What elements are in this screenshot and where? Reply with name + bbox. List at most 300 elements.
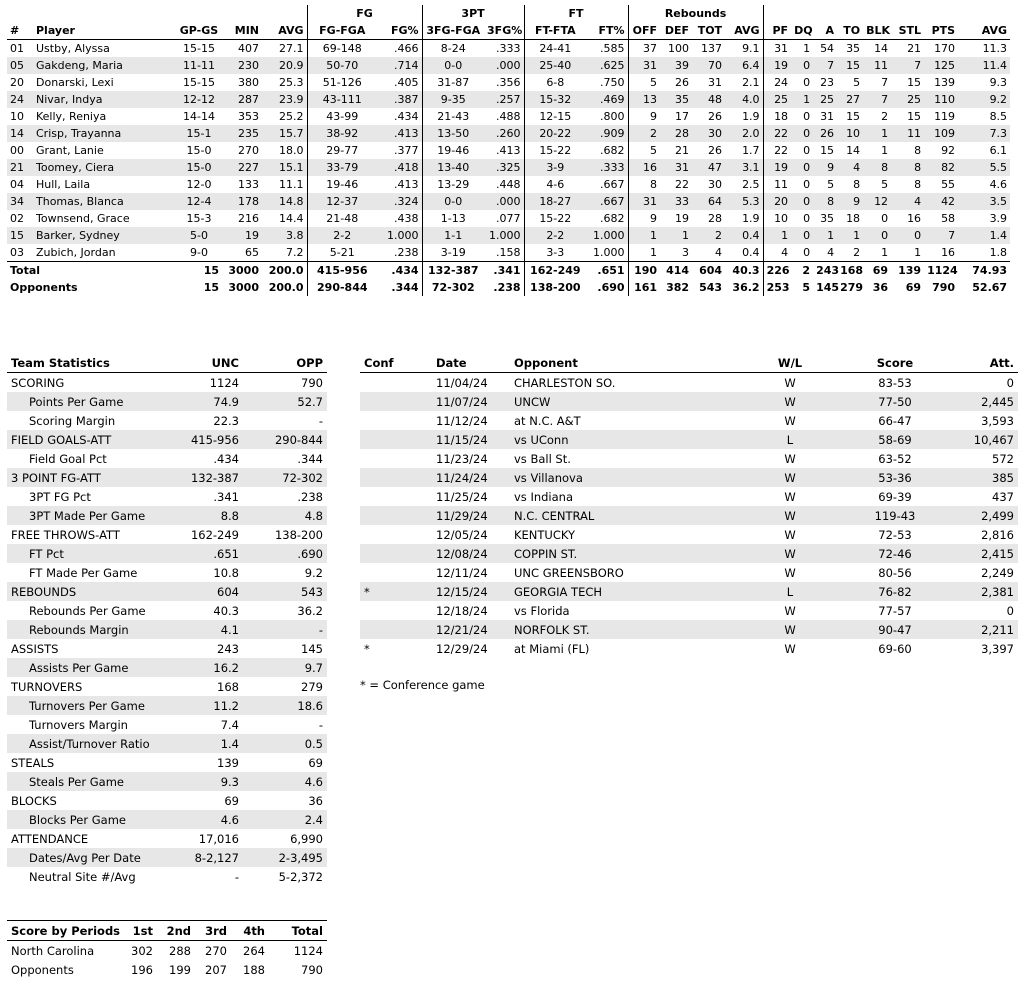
cell: North Carolina: [11, 943, 95, 958]
table-row: [7, 262, 1010, 280]
cell: 2,211: [981, 622, 1014, 637]
cell: 0: [803, 246, 811, 259]
cell: 0: [803, 59, 811, 72]
table-row: [7, 159, 1010, 176]
cell: 604: [692, 262, 725, 280]
cell: 20: [10, 76, 24, 89]
cell: 4: [914, 195, 922, 208]
cell: 1.4: [220, 736, 239, 751]
cell: 16: [907, 212, 922, 225]
cell: 2.1: [742, 76, 760, 89]
schedule-table: [360, 353, 1018, 658]
cell: 5-0: [190, 229, 208, 242]
cell: 13-40: [422, 159, 484, 176]
cell: 19-46: [307, 176, 377, 193]
cell: 15-15: [183, 42, 215, 55]
cell: REBOUNDS: [11, 584, 77, 599]
cell: 15: [820, 144, 835, 157]
cell: 15: [846, 110, 861, 123]
cell: 9.7: [304, 660, 323, 675]
cell: 9.2: [304, 565, 323, 580]
cell: N.C. CENTRAL: [514, 508, 595, 523]
cell: 0: [803, 212, 811, 225]
table-row: [7, 715, 327, 734]
table-row: [7, 40, 1010, 58]
cell: 58: [941, 212, 956, 225]
cell: 5.5: [989, 161, 1008, 174]
table-row: [7, 142, 1010, 159]
cell: 31: [708, 76, 723, 89]
cell: 12/05/24: [436, 527, 488, 542]
table-row: [360, 639, 1018, 658]
column-header-row: [7, 353, 327, 373]
cell: 3000: [228, 281, 259, 294]
cell: 15-0: [186, 144, 212, 157]
cell: 40.3: [725, 262, 763, 280]
cell: .333: [496, 42, 521, 55]
cell: 200.0: [268, 281, 304, 294]
cell: 58-69: [878, 432, 912, 447]
cell: 119-43: [874, 508, 916, 523]
cell: 1124: [209, 375, 239, 390]
table-row: [7, 449, 327, 468]
cell: 8.8: [220, 508, 239, 523]
cell: 139: [217, 755, 239, 770]
cell: Donarski, Lexi: [36, 76, 114, 89]
cell: 14: [846, 144, 861, 157]
cell: 19: [763, 57, 791, 74]
cell: .667: [600, 195, 625, 208]
cell: 5: [827, 178, 835, 191]
cell: 12/11/24: [436, 565, 488, 580]
cell: 7: [914, 59, 922, 72]
cell: .469: [600, 93, 625, 106]
cell: .800: [600, 110, 625, 123]
cell: .405: [394, 76, 419, 89]
cell: vs Indiana: [514, 489, 574, 504]
cell: 31: [820, 110, 835, 123]
cell: .434: [213, 451, 239, 466]
cell: 92: [941, 144, 956, 157]
cell: .324: [394, 195, 419, 208]
cell: 11/23/24: [436, 451, 488, 466]
table-row: [360, 525, 1018, 544]
cell: 12/15/24: [436, 584, 488, 599]
cell: 36.2: [732, 281, 760, 294]
table-row: [7, 525, 327, 544]
table-row: [7, 244, 1010, 262]
cell: 69-39: [878, 489, 912, 504]
column-header-row: [7, 22, 1010, 40]
cell: 216: [238, 212, 259, 225]
cell: 39: [675, 59, 690, 72]
cell: 18: [763, 108, 791, 125]
cell: 22: [763, 125, 791, 142]
cell: 2: [715, 229, 723, 242]
cell: 21: [10, 161, 24, 174]
table-row: [7, 91, 1010, 108]
cell: .488: [496, 110, 521, 123]
cell: 227: [238, 161, 259, 174]
cell: -: [318, 413, 323, 428]
cell: -: [318, 622, 323, 637]
cell: 6.4: [742, 59, 760, 72]
cell: FREE THROWS-ATT: [11, 527, 120, 542]
cell: 31: [763, 40, 791, 58]
cell: 4: [715, 246, 723, 259]
cell: [360, 525, 432, 544]
cell: 2.0: [742, 127, 760, 140]
cell: 28: [675, 127, 690, 140]
cell: 1: [881, 127, 889, 140]
cell: 14: [10, 127, 24, 140]
cell: 24-41: [524, 40, 586, 58]
cell: 3-19: [422, 244, 484, 262]
cell: 31: [675, 161, 690, 174]
score-by-periods-table: [7, 920, 327, 979]
cell: 2,445: [981, 394, 1014, 409]
cell: .625: [600, 59, 625, 72]
cell: 02: [10, 212, 24, 225]
cell: 6-8: [524, 74, 586, 91]
cell: 0-0: [422, 193, 484, 210]
cell: 5: [628, 74, 660, 91]
cell: .000: [496, 59, 521, 72]
cell: 2: [853, 246, 861, 259]
cell: 23: [820, 76, 835, 89]
cell: 1: [827, 229, 835, 242]
cell: 69: [905, 281, 922, 294]
column-header: 2nd: [157, 921, 195, 941]
cell: 8-24: [422, 40, 484, 58]
cell: 790: [932, 281, 956, 294]
cell: 15-22: [524, 142, 586, 159]
cell: 138-200: [524, 279, 586, 296]
cell: 1: [803, 93, 811, 106]
cell: 572: [992, 451, 1014, 466]
cell: 270: [238, 144, 259, 157]
cell: 5-21: [307, 244, 377, 262]
cell: Zubich, Jordan: [36, 246, 116, 259]
cell: W: [784, 603, 796, 618]
table-row: [7, 620, 327, 639]
cell: 543: [699, 281, 723, 294]
cell: 48: [708, 93, 723, 106]
cell: 69: [863, 262, 891, 280]
column-header: FG-FGA: [307, 22, 377, 40]
cell: 5: [881, 178, 889, 191]
cell: 1: [763, 227, 791, 244]
cell: .238: [394, 246, 419, 259]
cell: 14-14: [183, 110, 215, 123]
cell: .158: [496, 246, 521, 259]
cell: 243: [217, 641, 239, 656]
table-row: [360, 373, 1018, 393]
cell: 288: [169, 943, 191, 958]
cell: .667: [600, 178, 625, 191]
cell: Dates/Avg Per Date: [29, 850, 141, 865]
cell: 290-844: [274, 432, 323, 447]
cell: .413: [394, 127, 419, 140]
cell: 17,016: [198, 831, 239, 846]
cell: 16: [628, 159, 660, 176]
cell: 110: [934, 93, 956, 106]
cell: W: [784, 394, 796, 409]
cell: 36: [872, 281, 889, 294]
cell: 43-111: [307, 91, 377, 108]
cell: 139: [891, 262, 924, 280]
cell: 76-82: [878, 584, 912, 599]
cell: FT Pct: [29, 546, 64, 561]
cell: 3PT FG Pct: [29, 489, 91, 504]
cell: 145: [816, 281, 840, 294]
cell: Thomas, Blanca: [36, 195, 124, 208]
cell: 63-52: [878, 451, 912, 466]
cell: 20.9: [279, 59, 304, 72]
cell: 15: [846, 59, 861, 72]
cell: 37: [628, 40, 660, 58]
cell: 25.3: [279, 76, 304, 89]
column-header: UNC: [177, 353, 243, 373]
cell: 1.9: [742, 110, 760, 123]
table-row: [360, 487, 1018, 506]
column-header: Att.: [955, 353, 1018, 373]
cell: 25-40: [524, 57, 586, 74]
cell: 20: [763, 193, 791, 210]
cell: .413: [394, 178, 419, 191]
cell: 7: [881, 76, 889, 89]
cell: at Miami (FL): [514, 641, 590, 656]
cell: 6.1: [989, 144, 1008, 157]
cell: *: [364, 641, 370, 656]
table-row: [7, 677, 327, 696]
cell: 168: [837, 262, 863, 280]
column-header: DEF: [660, 22, 692, 40]
cell: 264: [243, 943, 265, 958]
cell: 21-48: [307, 210, 377, 227]
table-row: [7, 941, 327, 961]
cell: 1124: [924, 262, 958, 280]
cell: 31-87: [422, 74, 484, 91]
cell: 0: [803, 144, 811, 157]
cell: 3.9: [989, 212, 1008, 225]
cell: Toomey, Ciera: [36, 161, 115, 174]
cell: 12-0: [186, 178, 212, 191]
cell: 4.6: [989, 178, 1008, 191]
cell: 40.3: [213, 603, 239, 618]
cell: 2: [881, 110, 889, 123]
cell: Opponents: [11, 962, 74, 977]
table-row: [7, 848, 327, 867]
column-header: #: [7, 22, 33, 40]
cell: Neutral Site #/Avg: [29, 869, 136, 884]
cell: 2-2: [307, 227, 377, 244]
cell: 414: [660, 262, 692, 280]
column-header: FG%: [377, 22, 422, 40]
cell: Turnovers Per Game: [29, 698, 145, 713]
cell: 3: [682, 246, 690, 259]
cell: 74.93: [958, 262, 1010, 280]
cell: 19: [675, 212, 690, 225]
cell: 168: [217, 679, 239, 694]
cell: 04: [10, 178, 24, 191]
cell: 2.5: [742, 178, 760, 191]
table-row: [7, 810, 327, 829]
cell: 1-1: [422, 227, 484, 244]
cell: 26: [820, 127, 835, 140]
team-statistics-rows: [7, 373, 327, 887]
cell: GEORGIA TECH: [514, 584, 603, 599]
cell: 0: [803, 76, 811, 89]
cell: 9: [853, 195, 861, 208]
cell: 25: [820, 93, 835, 106]
cell: FT Made Per Game: [29, 565, 138, 580]
cell: 22: [763, 142, 791, 159]
cell: vs Villanova: [514, 470, 583, 485]
cell: 25: [907, 93, 922, 106]
cell: Gakdeng, Maria: [36, 59, 123, 72]
cell: 1: [628, 227, 660, 244]
cell: 22: [675, 178, 690, 191]
cell: 12-12: [183, 93, 215, 106]
cell: 25: [763, 91, 791, 108]
cell: 21: [675, 144, 690, 157]
cell: Field Goal Pct: [29, 451, 107, 466]
cell: 161: [628, 279, 660, 296]
cell: -: [318, 717, 323, 732]
cell: 15: [907, 110, 922, 123]
cell: 8: [827, 195, 835, 208]
cell: 132-387: [190, 470, 239, 485]
cell: .341: [484, 262, 524, 280]
cell: CHARLESTON SO.: [514, 375, 616, 390]
cell: 3PT Made Per Game: [29, 508, 146, 523]
cell: vs Florida: [514, 603, 570, 618]
cell: 1.000: [593, 229, 625, 242]
cell: 27.1: [279, 42, 304, 55]
cell: 2,415: [981, 546, 1014, 561]
cell: .377: [394, 144, 419, 157]
cell: 2-2: [524, 227, 586, 244]
cell: [360, 487, 432, 506]
cell: 28: [708, 212, 723, 225]
schedule-rows: [360, 373, 1018, 659]
cell: 287: [238, 93, 259, 106]
cell: 11.3: [982, 42, 1008, 55]
cell: W: [784, 546, 796, 561]
table-row: [360, 430, 1018, 449]
cell: 5: [853, 76, 861, 89]
cell: 11/04/24: [436, 375, 488, 390]
table-row: [7, 373, 327, 393]
cell: 72-302: [282, 470, 323, 485]
cell: 8: [914, 178, 922, 191]
cell: 12-37: [307, 193, 377, 210]
cell: Scoring Margin: [29, 413, 116, 428]
cell: 138-200: [274, 527, 323, 542]
cell: 604: [217, 584, 239, 599]
cell: 4: [827, 246, 835, 259]
table-row: [7, 658, 327, 677]
cell: 11: [763, 176, 791, 193]
cell: 9.3: [989, 76, 1008, 89]
cell: 170: [934, 42, 956, 55]
cell: 65: [245, 246, 259, 259]
cell: 3,593: [981, 413, 1014, 428]
cell: .341: [213, 489, 239, 504]
cell: 22.3: [213, 413, 239, 428]
cell: 17: [675, 110, 690, 123]
cell: 11.2: [213, 698, 239, 713]
cell: 7: [948, 229, 956, 242]
cell: 199: [169, 962, 191, 977]
cell: 3.1: [742, 161, 760, 174]
cell: 353: [238, 110, 259, 123]
table-row: [7, 227, 1010, 244]
cell: 1.8: [989, 246, 1008, 259]
cell: 0.4: [742, 246, 760, 259]
cell: [360, 563, 432, 582]
cell: 12: [874, 195, 889, 208]
group-header-ft: FT: [524, 5, 628, 22]
cell: 21: [907, 42, 922, 55]
column-header: 1st: [112, 921, 157, 941]
cell: 18-27: [524, 193, 586, 210]
cell: 15: [10, 229, 24, 242]
cell: 13-50: [422, 125, 484, 142]
cell: 100: [668, 42, 690, 55]
cell: vs UConn: [514, 432, 569, 447]
column-header: TOT: [692, 22, 725, 40]
cell: 9.1: [742, 42, 760, 55]
table-row: [7, 772, 327, 791]
cell: -: [234, 869, 239, 884]
cell: Crisp, Trayanna: [36, 127, 122, 140]
cell: 4.6: [304, 774, 323, 789]
cell: L: [786, 432, 794, 447]
cell: 69: [308, 755, 323, 770]
cell: 80-56: [878, 565, 912, 580]
cell: [360, 430, 432, 449]
cell: 1: [881, 144, 889, 157]
cell: 4.1: [220, 622, 239, 637]
cell: 21-43: [422, 108, 484, 125]
cell: .690: [597, 281, 625, 294]
cell: 1: [628, 244, 660, 262]
cell: UNCW: [514, 394, 551, 409]
cell: 52.67: [972, 281, 1008, 294]
cell: 4-6: [524, 176, 586, 193]
cell: ATTENDANCE: [11, 831, 89, 846]
column-header: W/L: [745, 353, 835, 373]
cell: 4: [763, 244, 791, 262]
cell: 290-844: [307, 279, 377, 296]
cell: 6,990: [290, 831, 323, 846]
cell: 50-70: [307, 57, 377, 74]
column-header: Date: [432, 353, 510, 373]
column-header: MIN: [222, 22, 262, 40]
cell: 8-2,127: [194, 850, 239, 865]
team-statistics-table: [7, 353, 327, 886]
cell: 139: [934, 76, 956, 89]
player-stats-header: [7, 5, 1010, 40]
cell: KENTUCKY: [514, 527, 576, 542]
cell: Assist/Turnover Ratio: [29, 736, 150, 751]
cell: 31: [628, 57, 660, 74]
cell: 8: [853, 178, 861, 191]
cell: 19: [245, 229, 259, 242]
cell: 12/18/24: [436, 603, 488, 618]
